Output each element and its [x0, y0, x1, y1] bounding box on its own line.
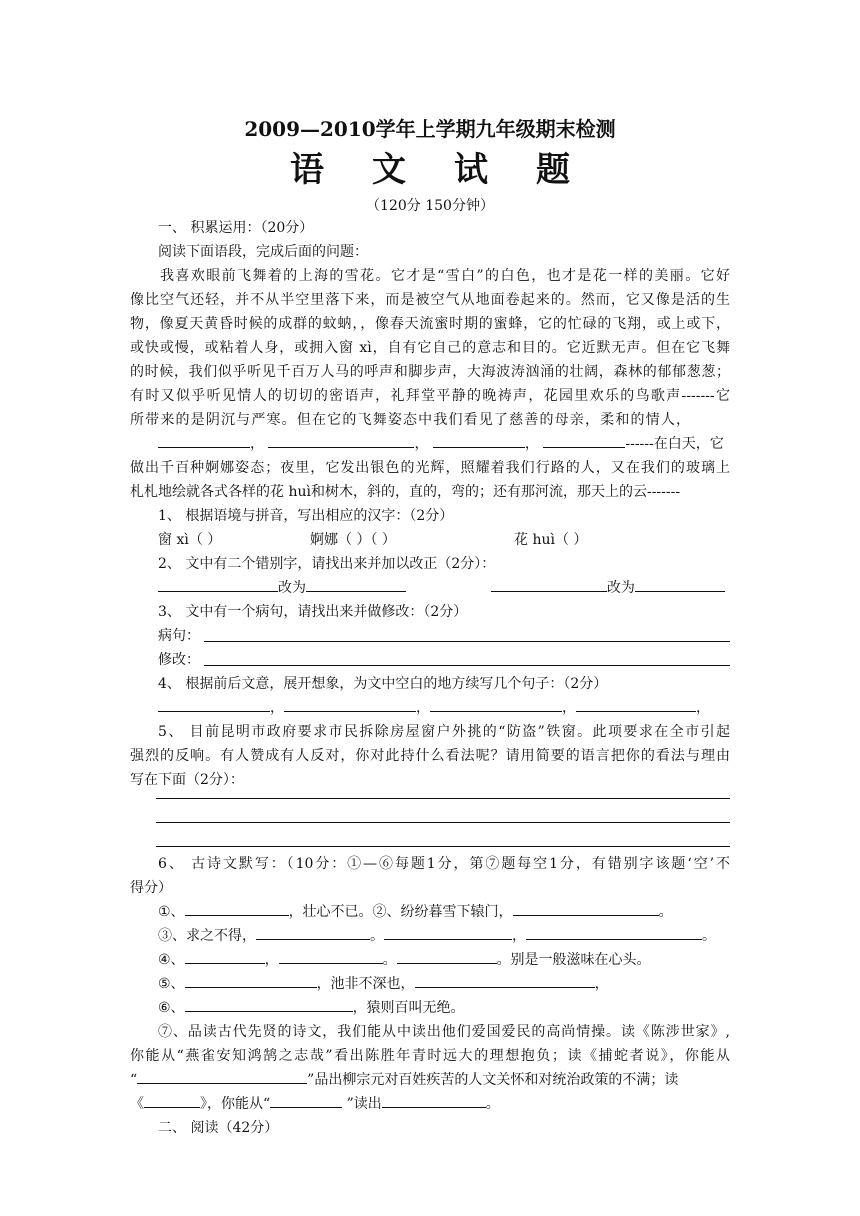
poem-text: 。: [382, 952, 397, 968]
poem-text: ⑤、: [158, 976, 185, 992]
comma: ，: [416, 700, 430, 716]
section1-heading: [130, 217, 730, 239]
change-label: 改为: [278, 580, 306, 596]
sick-sentence-label: 病句：: [158, 628, 200, 644]
blank-field[interactable]: [306, 577, 406, 592]
question-3: [130, 601, 730, 623]
comma: ，: [270, 700, 284, 716]
subject-title: 语文试题: [290, 150, 618, 190]
blank-field[interactable]: [279, 949, 383, 964]
poem-text: 。别是一般滋味在心头。: [496, 952, 651, 968]
blank-field[interactable]: [526, 925, 702, 940]
passage-continuation: ------在白天，它: [625, 436, 724, 452]
blank-field[interactable]: [635, 577, 725, 592]
blank-field[interactable]: [158, 433, 250, 448]
answer-line[interactable]: [204, 641, 730, 642]
question-text: 3、 文中有一个病句，请找出来并做修改：（2分）: [158, 604, 468, 620]
blank-field[interactable]: [284, 697, 416, 712]
blank-field[interactable]: [268, 433, 414, 448]
poem-line-1: [158, 901, 730, 923]
blank-field[interactable]: [144, 1093, 200, 1108]
answer-line[interactable]: [204, 665, 730, 666]
passage-line: 所带来的是阴沉与严寒。但在它的飞舞姿态中我们看见了慈善的母亲，柔和的情人，: [130, 412, 690, 428]
passage-line: 或快或慢，或粘着人身，或拥入窗 xì，自有它自己的意志和目的。它近默无声。但在它飞舞: [130, 340, 730, 356]
comma: ，: [250, 436, 264, 452]
passage-line: 物，像夏天黄昏时候的成群的蚊蚋，，像春天流蜜时期的蜜蜂，它的忙碌的飞翔，或上或下，: [130, 316, 730, 332]
question-1-answers: [158, 529, 730, 551]
blank-field[interactable]: [384, 925, 512, 940]
poem-text: ，: [264, 952, 279, 968]
poem-text: 。: [370, 928, 384, 944]
question-2-answers: [158, 577, 730, 599]
poem-text: ①、: [158, 904, 185, 920]
blank-field[interactable]: [430, 697, 562, 712]
poem-text: ，: [512, 928, 526, 944]
comma: ，: [414, 436, 429, 452]
passage-line: 札札地绘就各式各样的花 huì和树木，斜的，直的，弯的；还有那河流，那天上的云-------: [130, 484, 681, 500]
answer-line[interactable]: [156, 846, 730, 847]
blank-field[interactable]: [185, 901, 289, 916]
section2-heading: [130, 1117, 730, 1139]
question-5-line: 5、 目前昆明市政府要求市民拆除房屋窗户外挑的“防盗”铁窗。此项要求在全市引起: [158, 724, 730, 740]
exam-title: 2009—2010学年上学期九年级期末检测: [244, 117, 616, 141]
blank-field[interactable]: [185, 949, 265, 964]
blank-field[interactable]: [433, 433, 525, 448]
poem-line-3: [158, 925, 730, 947]
passage-line: 像比空气还轻，并不从半空里落下来，而是被空气从地面卷起来的。然而，它又像是活的生: [130, 292, 730, 308]
question-text: 4、 根据前后文意，展开想象，为文中空白的地方续写几个句子：（2分）: [158, 676, 608, 692]
poem-text: 》，你能从“: [200, 1096, 271, 1112]
passage-line: 有时又似乎听见情人的切切的密语声，礼拜堂平静的晚祷声，花园里欢乐的鸟歌声-------它: [130, 388, 730, 404]
blank-field[interactable]: [270, 1093, 342, 1108]
answer-slot[interactable]: 窗 xì（ ）: [158, 532, 222, 548]
blank-field[interactable]: [397, 949, 497, 964]
answer-line[interactable]: [156, 798, 730, 799]
blank-field[interactable]: [382, 1093, 486, 1108]
poem-line-6: [158, 997, 730, 1019]
passage-line: 做出千百种婀娜姿态；夜里，它发出银色的光辉，照耀着我们行路的人，又在我们的玻璃上: [130, 460, 730, 476]
question-6-line: 得分）: [130, 880, 172, 896]
question-1: [130, 505, 730, 527]
poem-line-7: 你能从“燕雀安知鸿鹄之志哉”看出陈胜年青时远大的理想抱负；读《捕蛇者说》，你能从: [130, 1048, 730, 1064]
blank-field[interactable]: [158, 697, 270, 712]
poem-line-7: ⑦、品读古代先贤的诗文，我们能从中读出他们爱国爱民的高尚情操。读《陈涉世家》,: [158, 1024, 730, 1040]
poem-text: ，猿则百叫无绝。: [352, 1000, 465, 1016]
question-4-answers: [158, 697, 730, 719]
passage-line: 我喜欢眼前飞舞着的上海的雪花。它才是“雪白”的白色，也才是花一样的美丽。它好: [160, 268, 730, 284]
blank-field[interactable]: [158, 577, 278, 592]
question-6-line: 6、 古诗文默写：（10分：①—⑥每题1分，第⑦题每空1分，有错别字该题‘空’不: [158, 856, 730, 872]
comma: ，: [524, 436, 539, 452]
poem-text: ，: [594, 976, 609, 992]
section-heading-text: 一、 积累运用：（20分）: [158, 220, 314, 236]
passage-blank-line: [158, 433, 730, 455]
section-heading-text: 二、 阅读（42分）: [158, 1120, 279, 1136]
blank-field[interactable]: [576, 697, 696, 712]
question-text: 1、 根据语境与拼音，写出相应的汉字：（2分）: [158, 508, 454, 524]
passage-line: 的时候，我们似乎听见千百万人马的呼声和脚步声，大海波涛汹涌的壮阔，森林的郁郁葱葱；: [130, 364, 730, 380]
poem-text: ，池非不深也，: [316, 976, 415, 992]
blank-field[interactable]: [513, 901, 659, 916]
intro-text: 阅读下面语段，完成后面的问题：: [158, 244, 368, 260]
question-text: 2、 文中有二个错别字，请找出来并加以改正（2分）：: [158, 556, 496, 572]
poem-text: 。: [658, 904, 673, 920]
blank-field[interactable]: [137, 1069, 307, 1084]
blank-field[interactable]: [491, 577, 607, 592]
answer-line[interactable]: [156, 822, 730, 823]
poem-line-7: [130, 1093, 730, 1115]
answer-slot[interactable]: 婀娜（ ）（ ）: [310, 532, 396, 548]
fix-label: 修改：: [158, 652, 200, 668]
poem-text: ”读出: [342, 1096, 382, 1112]
question-5-line: 强烈的反响。有人赞成有人反对，你对此持什么看法呢？请用简要的语言把你的看法与理由: [130, 748, 730, 764]
poem-text: 《: [130, 1096, 144, 1112]
poem-line-7: [130, 1069, 730, 1091]
score-time-info: （120分 150分钟）: [366, 198, 494, 214]
poem-line-5: [158, 973, 730, 995]
poem-text: ③、求之不得，: [158, 928, 256, 944]
blank-field[interactable]: [543, 433, 625, 448]
blank-field[interactable]: [185, 997, 353, 1012]
poem-text: 。: [702, 928, 716, 944]
poem-text: ④、: [158, 952, 185, 968]
blank-field[interactable]: [185, 973, 317, 988]
poem-text: ”品出柳宗元对百姓疾苦的人文关怀和对统治政策的不满；读: [307, 1072, 679, 1088]
comma: ，: [696, 700, 710, 716]
poem-text: 。: [485, 1096, 500, 1112]
blank-field[interactable]: [256, 925, 370, 940]
question-4: [130, 673, 730, 695]
poem-text: ，壮心不已。②、纷纷暮雪下辕门，: [288, 904, 513, 920]
question-5-line: 写在下面（2分）：: [130, 772, 244, 788]
answer-slot[interactable]: 花 huì（ ）: [514, 532, 588, 548]
change-label: 改为: [606, 580, 635, 596]
poem-text: “: [130, 1072, 138, 1088]
blank-field[interactable]: [415, 973, 595, 988]
poem-text: ⑥、: [158, 1000, 185, 1016]
poem-line-4: [158, 949, 730, 971]
comma: ，: [562, 700, 576, 716]
question-2: [130, 553, 730, 575]
section1-intro: [130, 241, 730, 263]
